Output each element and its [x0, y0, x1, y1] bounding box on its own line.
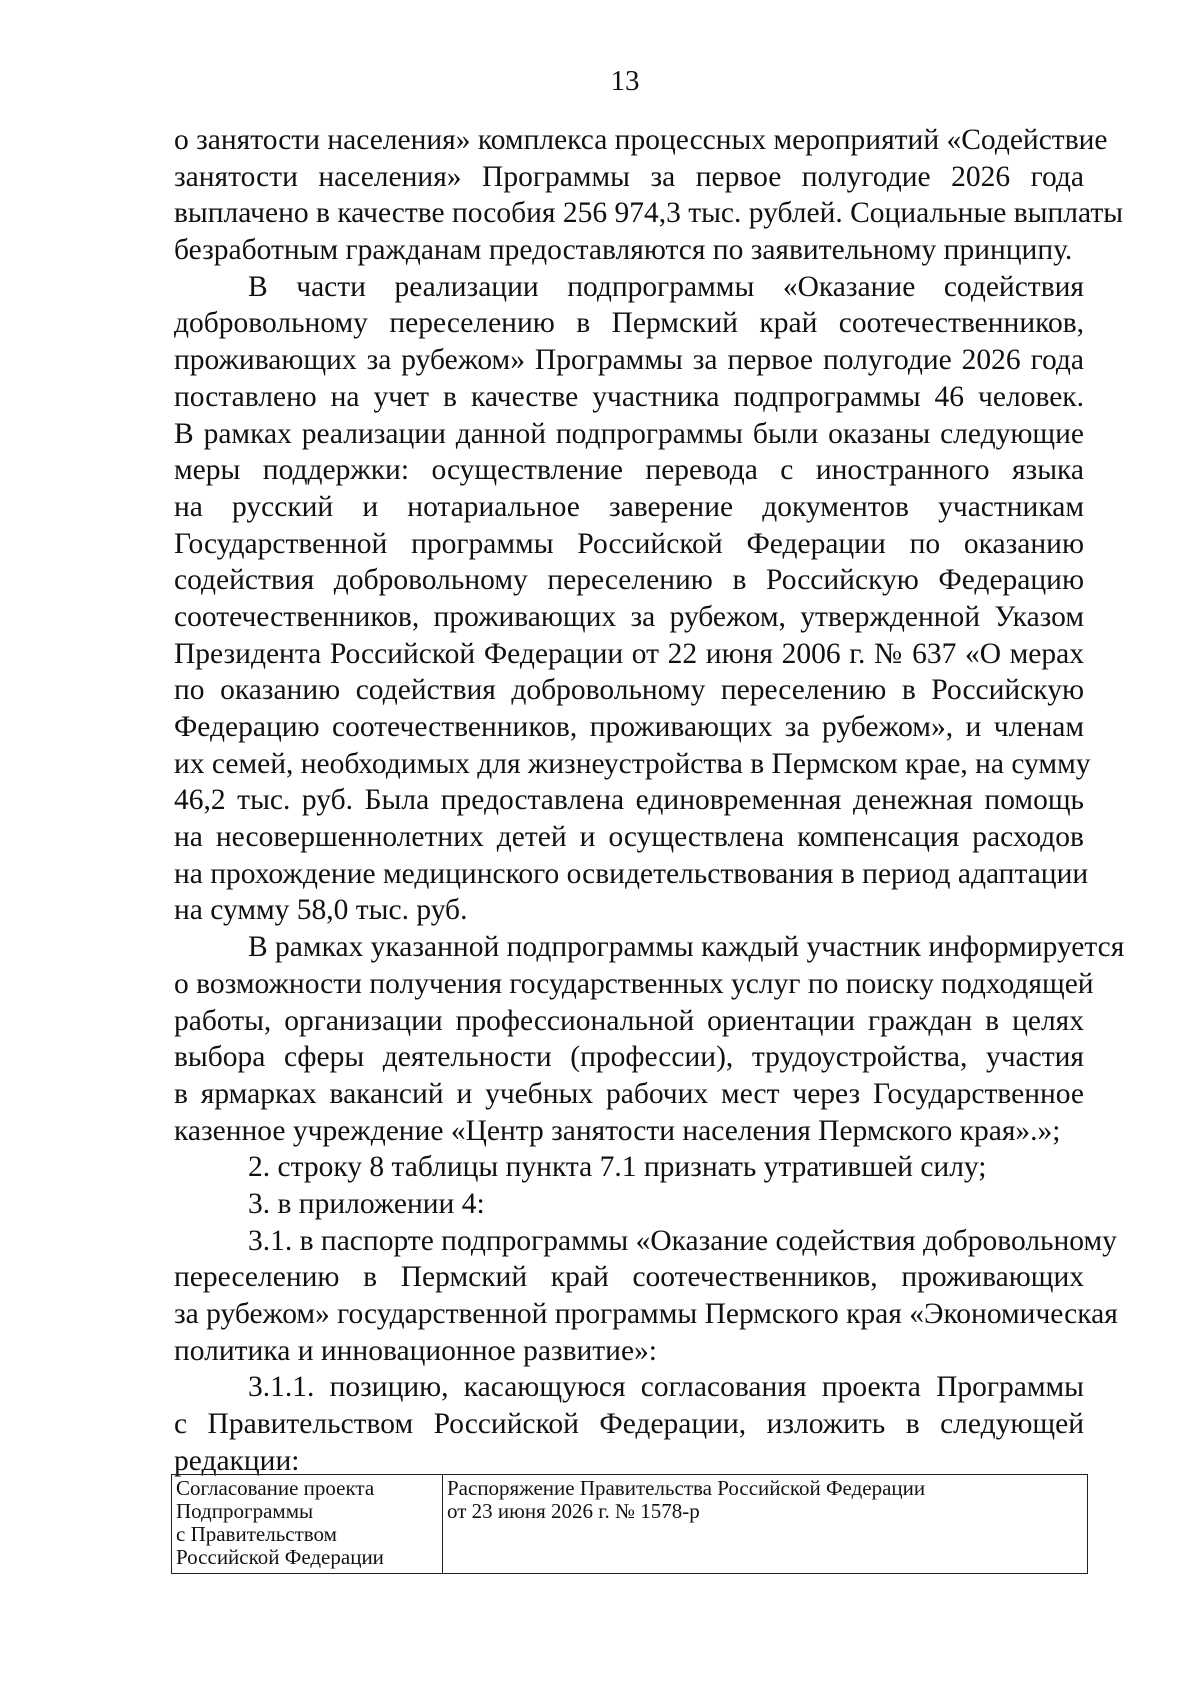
text-line: проживающих за рубежом» Программы за первое полугодие 2026 года — [174, 344, 1084, 377]
text-line: на русский и нотариальное заверение документов участникам — [174, 490, 1084, 523]
text-line: политика и инновационное развитие»: — [174, 1334, 658, 1367]
text-line: меры поддержки: осуществление перевода с иностранного языка — [174, 454, 1084, 487]
paragraph — [174, 1149, 1084, 1186]
paragraph — [174, 929, 1125, 1149]
paragraph — [174, 1186, 1084, 1223]
text-line: в ярмарках вакансий и учебных рабочих мест через Государственное — [174, 1077, 1084, 1110]
table-cell-position: Согласование проекта Подпрограммы с Правительством Российской Федерации — [172, 1475, 443, 1574]
text-line: 3. в приложении 4: — [248, 1187, 485, 1220]
text-line: В части реализации подпрограммы «Оказание содействия — [248, 270, 1084, 303]
amendment-table — [171, 1474, 1088, 1574]
text-line: Федерацию соотечественников, проживающих за рубежом», и членам — [174, 711, 1084, 743]
text-line: добровольному переселению в Пермский край соотечественников, — [174, 307, 1084, 340]
text-line: переселению в Пермский край соотечественников, проживающих — [174, 1261, 1084, 1294]
text-line: В рамках указанной подпрограммы каждый участник информируется — [248, 931, 1125, 964]
text-line: по оказанию содействия добровольному переселению в Российскую — [174, 674, 1084, 707]
text-line: 2. строку 8 таблицы пункта 7.1 признать утратившей силу; — [248, 1151, 987, 1184]
text-line: на несовершеннолетних детей и осуществлена компенсация расходов — [174, 821, 1084, 854]
text-line: казенное учреждение «Центр занятости населения Пермского края».»; — [174, 1114, 1061, 1147]
text-line: на прохождение медицинского освидетельствования в период адаптации — [174, 857, 1089, 890]
page-number: 13 — [610, 65, 640, 97]
text-line: выплачено в качестве пособия 256 974,3 тыс. рублей. Социальные выплаты — [174, 197, 1124, 230]
text-line: выбора сферы деятельности (профессии), трудоустройства, участия — [174, 1041, 1084, 1074]
text-line: 3.1.1. позицию, касающуюся согласования проекта Программы — [248, 1371, 1084, 1404]
paragraph — [174, 1369, 1084, 1479]
text-line: за рубежом» государственной программы Пермского края «Экономическая — [174, 1298, 1118, 1330]
text-line: содействия добровольному переселению в Российскую Федерацию — [174, 564, 1084, 597]
text-line: о занятости населения» комплекса процессных мероприятий «Содействие — [174, 124, 1108, 156]
text-line: занятости населения» Программы за первое полугодие 2026 года — [174, 160, 1084, 193]
text-line: безработным гражданам предоставляются по заявительному принципу. — [174, 234, 1073, 267]
text-line: 3.1. в паспорте подпрограммы «Оказание содействия добровольному — [248, 1224, 1117, 1257]
text-line: Государственной программы Российской Федерации по оказанию — [174, 527, 1084, 560]
text-line: работы, организации профессиональной ориентации граждан в целях — [174, 1004, 1084, 1037]
document-body — [174, 122, 1125, 1479]
text-line: В рамках реализации данной подпрограммы были оказаны следующие — [174, 417, 1084, 450]
text-line: на сумму 58,0 тыс. руб. — [174, 894, 468, 927]
text-line: редакции: — [174, 1444, 300, 1477]
text-line: их семей, необходимых для жизнеустройства в Пермском крае, на сумму — [174, 747, 1091, 780]
paragraph — [174, 1223, 1118, 1370]
paragraph — [174, 269, 1091, 929]
text-line: поставлено на учет в качестве участника подпрограммы 46 человек. — [174, 380, 1084, 413]
text-line: 46,2 тыс. руб. Была предоставлена единовременная денежная помощь — [174, 784, 1084, 817]
text-line: Президента Российской Федерации от 22 июня 2006 г. № 637 «О мерах — [174, 637, 1084, 670]
text-line: о возможности получения государственных услуг по поиску подходящей — [174, 967, 1094, 1000]
text-line: соотечественников, проживающих за рубежом, утвержденной Указом — [174, 600, 1084, 633]
table-row — [172, 1475, 1088, 1574]
table-cell-value: Распоряжение Правительства Российской Федерации от 23 июня 2026 г. № 1578-р — [443, 1475, 1088, 1574]
text-line: с Правительством Российской Федерации, изложить в следующей — [174, 1408, 1084, 1441]
paragraph — [174, 122, 1124, 269]
